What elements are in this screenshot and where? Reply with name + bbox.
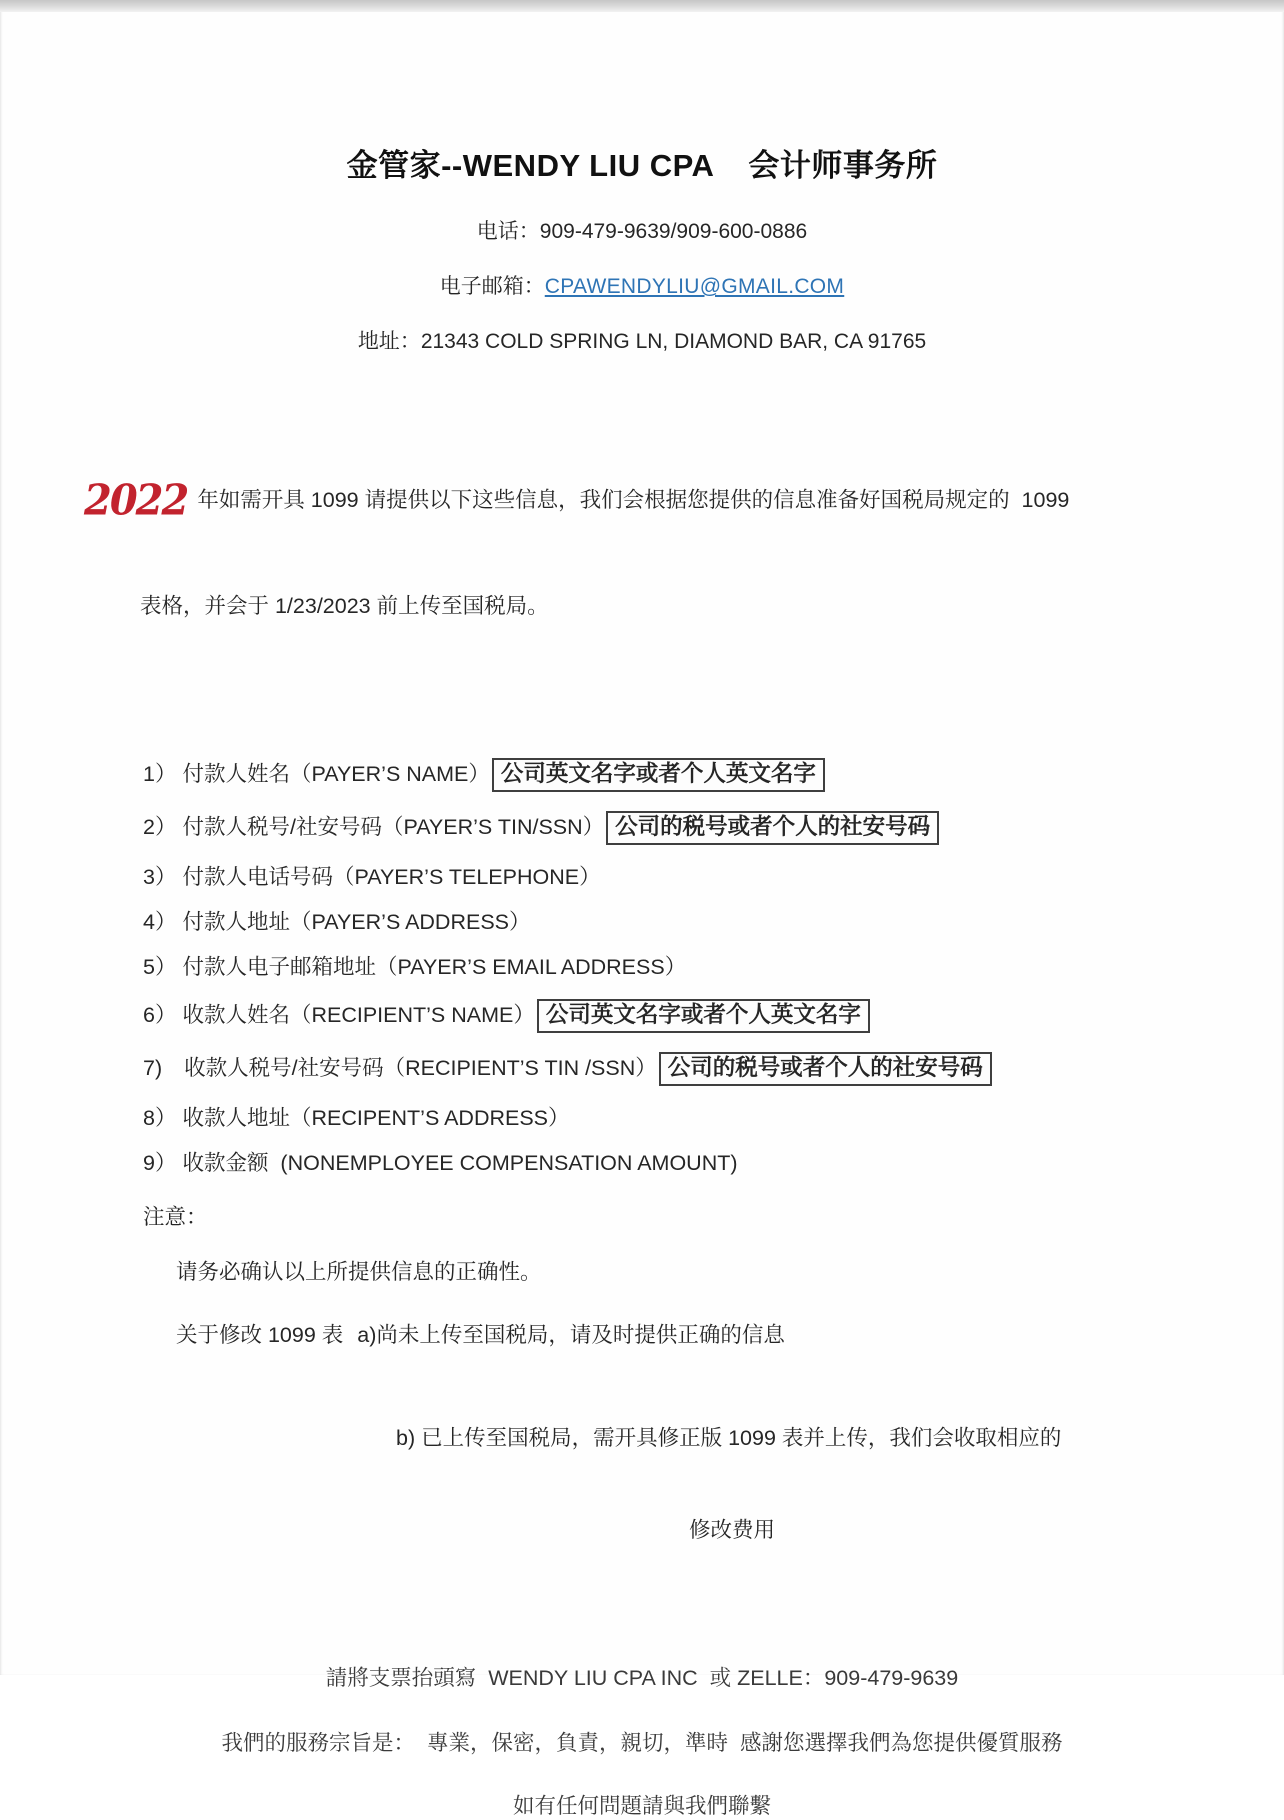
item-label: 付款人地址（PAYER’S ADDRESS）	[182, 910, 531, 934]
notes-heading: 注意：	[143, 1205, 208, 1229]
email-link[interactable]: CPAWENDYLIU@GMAIL.COM	[544, 275, 845, 298]
list-item	[143, 1052, 1224, 1086]
email-line	[0, 270, 1284, 300]
list-item	[143, 811, 1224, 845]
phone-label: 电话：	[476, 220, 540, 243]
item-number: 7)	[143, 1056, 163, 1080]
intro-paragraph	[84, 413, 1194, 694]
item-boxed-value: 公司的税号或者个人的社安号码	[659, 1052, 992, 1086]
item-number: 8）	[143, 1106, 177, 1130]
contact-us-line: 如有任何問題請與我們聯繫	[512, 1794, 771, 1818]
item-label: 收款金额 (NONEMPLOYEE COMPENSATION AMOUNT)	[182, 1151, 738, 1175]
note-revision-line	[176, 1318, 1284, 1349]
note-confirm-line: 请务必确认以上所提供信息的正确性。	[176, 1260, 542, 1284]
service-motto-line: 我們的服務宗旨是： 專業，保密，負責，親切，準時 感謝您選擇我們為您提供優質服務	[221, 1731, 1063, 1755]
page-title-left: 金管家--WENDY LIU CPA	[346, 148, 715, 183]
item-number: 2）	[143, 815, 177, 839]
list-item	[143, 999, 1224, 1033]
revision-option-b-line	[396, 1425, 1068, 1451]
item-label: 付款人电子邮箱地址（PAYER’S EMAIL ADDRESS）	[182, 955, 687, 979]
address-value: 21343 COLD SPRING LN, DIAMOND BAR, CA 91765	[420, 330, 927, 353]
item-boxed-value: 公司的税号或者个人的社安号码	[606, 811, 939, 845]
intro-line-1-text: 年如需开具 1099 请提供以下这些信息，我们会根据您提供的信息准备好国税局规定的 1099	[197, 488, 1070, 512]
item-label: 付款人税号/社安号码（PAYER’S TIN/SSN）	[182, 815, 605, 839]
item-number: 9）	[143, 1151, 177, 1175]
item-label: 付款人姓名（PAYER’S NAME）	[182, 762, 490, 786]
list-item	[143, 954, 1224, 980]
payment-instruction-line: 請將支票抬頭寫 WENDY LIU CPA INC 或 ZELLE：909-479-9639	[325, 1666, 959, 1690]
item-number: 6）	[143, 1003, 177, 1027]
item-label: 收款人地址（RECIPENT’S ADDRESS）	[182, 1106, 570, 1130]
address-label: 地址：	[357, 330, 421, 353]
page-title	[0, 0, 1284, 185]
revision-option-a: a)尚未上传至国税局，请及时提供正确的信息	[357, 1323, 785, 1347]
item-number: 4）	[143, 910, 177, 934]
page-title-right: 会计师事务所	[748, 148, 938, 183]
item-number: 3）	[143, 865, 177, 889]
note-revision-option-b	[396, 1373, 1068, 1595]
email-label: 电子邮箱：	[439, 275, 545, 298]
item-label: 付款人电话号码（PAYER’S TELEPHONE）	[182, 865, 601, 889]
address-line	[0, 325, 1284, 355]
phone-line	[0, 215, 1284, 245]
item-number: 1）	[143, 762, 177, 786]
item-label: 收款人姓名（RECIPIENT’S NAME）	[182, 1003, 535, 1027]
item-boxed-value: 公司英文名字或者个人英文名字	[537, 999, 870, 1033]
intro-year-2022: 2022	[84, 475, 188, 526]
list-item	[143, 864, 1224, 890]
list-item	[143, 1105, 1224, 1131]
item-boxed-value: 公司英文名字或者个人英文名字	[492, 758, 825, 792]
item-label: 收款人税号/社安号码（RECIPIENT’S TIN /SSN）	[184, 1056, 657, 1080]
intro-line-1	[84, 475, 1194, 526]
list-item	[143, 909, 1224, 935]
list-item	[143, 1150, 1224, 1176]
revision-b-marker: b)	[396, 1426, 416, 1450]
revision-b-text: 已上传至国税局，需开具修正版 1099 表并上传，我们会收取相应的	[421, 1426, 1062, 1450]
item-number: 5）	[143, 955, 177, 979]
phone-value: 909-479-9639/909-600-0886	[539, 220, 808, 243]
required-info-list	[143, 758, 1224, 1176]
scan-edge-artifact	[0, 0, 1284, 12]
revision-b-continuation: 修改费用	[688, 1518, 775, 1542]
intro-line-2: 表格，并会于 1/23/2023 前上传至国税局。	[140, 594, 549, 618]
revision-prefix: 关于修改 1099 表	[176, 1323, 344, 1347]
list-item	[143, 758, 1224, 792]
